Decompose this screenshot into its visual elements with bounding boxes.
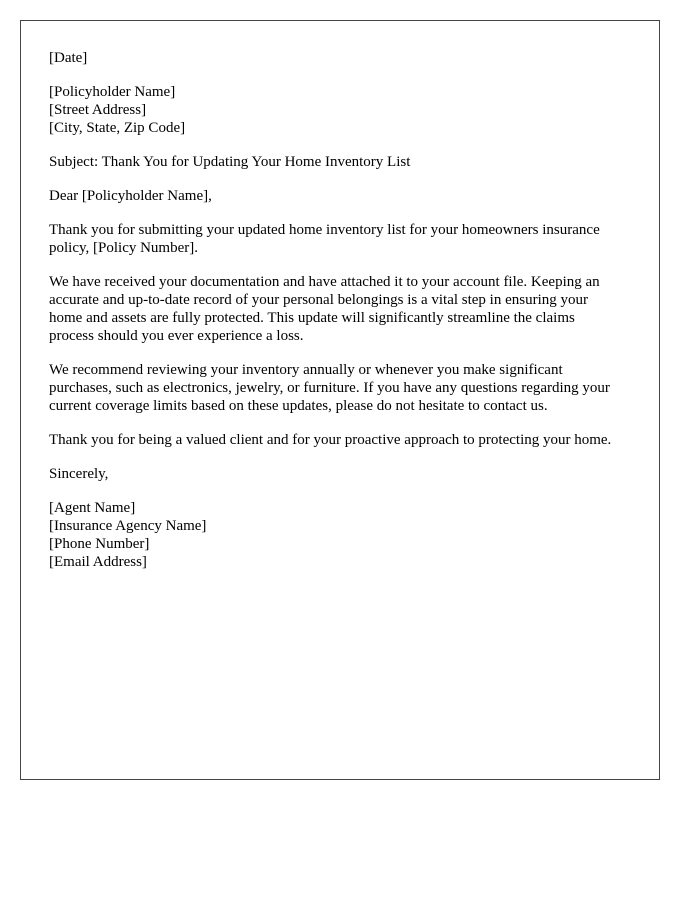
- recipient-address: [49, 83, 619, 137]
- letter-body: [49, 49, 619, 587]
- letter-date: [Date]: [49, 50, 88, 66]
- body-paragraph-3: We recommend reviewing your inventory annually or whenever you make significant purchases, such as electronics, jewelry, or furniture. If you have any questions regarding your current coverage limits based on these updates, please do not hesitate to contact us.: [49, 362, 610, 414]
- agent-email: [Email Address]: [49, 554, 147, 570]
- recipient-name: [Policyholder Name]: [49, 84, 176, 100]
- body-paragraph-2: We have received your documentation and have attached it to your account file. Keeping an accurate and up-to-date record of your personal belongings is a vital step in ensuring your home and assets are fully protected. This update will significantly streamline the claims process should you ever experience a loss.: [49, 274, 600, 344]
- signature-block: [49, 499, 619, 571]
- salutation-block: [49, 187, 619, 205]
- letter-page: [20, 20, 660, 780]
- closing-block: [49, 465, 619, 483]
- agent-name: [Agent Name]: [49, 500, 136, 516]
- recipient-city-state-zip: [City, State, Zip Code]: [49, 120, 186, 136]
- letter-subject: Subject: Thank You for Updating Your Home Inventory List: [49, 154, 411, 170]
- agency-name: [Insurance Agency Name]: [49, 518, 207, 534]
- recipient-street: [Street Address]: [49, 102, 147, 118]
- agent-phone: [Phone Number]: [49, 536, 150, 552]
- letter-closing: Sincerely,: [49, 466, 109, 482]
- subject-block: [49, 153, 619, 171]
- letter-salutation: Dear [Policyholder Name],: [49, 188, 212, 204]
- body-paragraph-4: Thank you for being a valued client and for your proactive approach to protecting your home.: [49, 432, 612, 448]
- body-paragraph-1: Thank you for submitting your updated home inventory list for your homeowners insurance policy, [Policy Number].: [49, 222, 600, 256]
- date-block: [49, 49, 619, 67]
